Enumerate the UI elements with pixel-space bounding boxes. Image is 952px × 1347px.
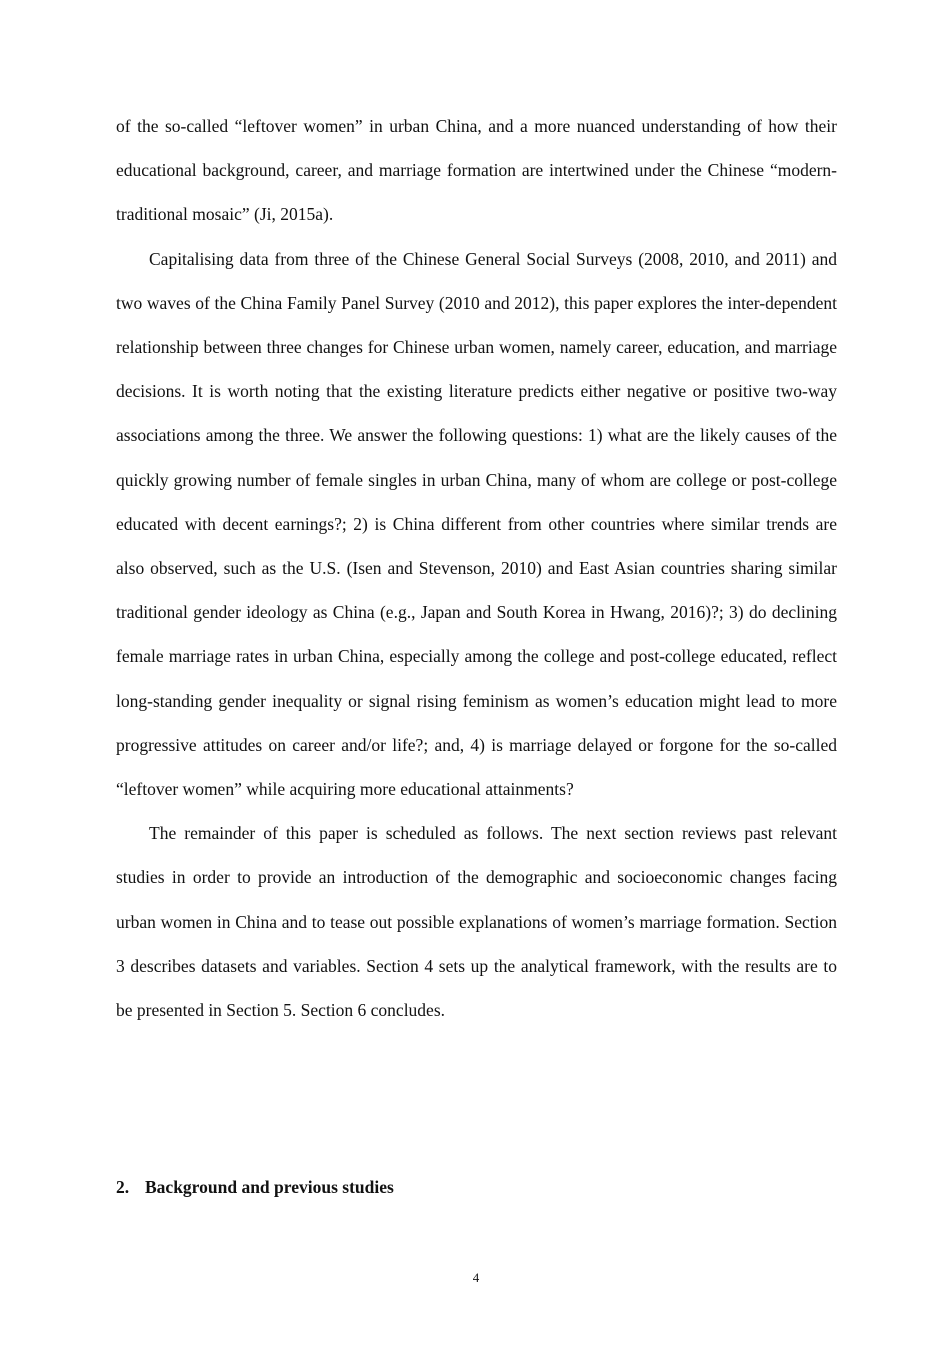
- paragraph-research-questions: Capitalising data from three of the Chinese General Social Surveys (2008, 2010, and 2011) and two waves of the China Family Panel Survey (2010 and 2012), this paper explores the inter-dependent relationship between three changes for Chinese urban women, namely career, education, and marriage decisions. It is worth noting that the existing literature predicts either negative or positive two-way associations among the three. We answer the following questions: 1) what are the likely causes of the quickly growing number of female singles in urban China, many of whom are college or post-college educated with decent earnings?; 2) is China different from other countries where similar trends are also observed, such as the U.S. (Isen and Stevenson, 2010) and East Asian countries sharing similar traditional gender ideology as China (e.g., Japan and South Korea in Hwang, 2016)?; 3) do declining female marriage rates in urban China, especially among the college and post-college educated, reflect long-standing gender inequality or signal rising feminism as women’s education might lead to more progressive attitudes on career and/or life?; and, 4) is marriage delayed or forgone for the so-called “leftover women” while acquiring more educational attainments?: [116, 248, 837, 800]
- paragraph-paper-outline: The remainder of this paper is scheduled as follows. The next section reviews past relevant studies in order to provide an introduction of the demographic and socioeconomic changes facing urban women in China and to tease out possible explanations of women’s marriage formation. Section 3 describes datasets and variables. Section 4 sets up the analytical framework, with the results are to be presented in Section 5. Section 6 concludes.: [116, 823, 837, 1021]
- page-number: 4: [472, 1270, 480, 1285]
- paragraph-continuation: of the so-called “leftover women” in urban China, and a more nuanced understanding of how their educational background, career, and marriage formation are intertwined under the Chinese “modern-traditional mosaic” (Ji, 2015a).: [116, 116, 837, 225]
- section-heading: [116, 1174, 837, 1200]
- body-text: [116, 104, 837, 1032]
- section-title: Background and previous studies: [145, 1177, 394, 1197]
- section-number: 2.: [116, 1177, 130, 1197]
